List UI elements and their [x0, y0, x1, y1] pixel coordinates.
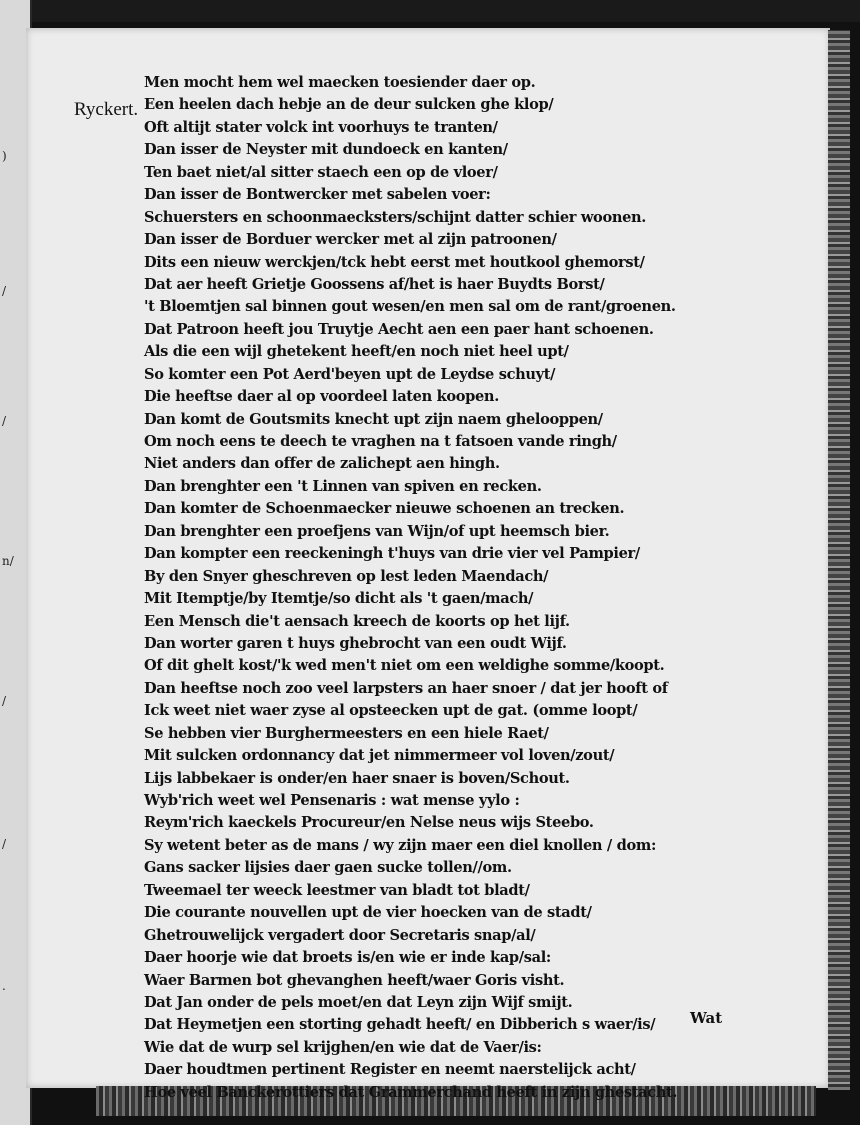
verse-line: Dan komter de Schoenmaecker nieuwe schoenen an trecken. [144, 500, 625, 518]
verse-line: Hoe veel Banckerottiers dat Grammerchand heeft in zijn ghestacht. [144, 1083, 678, 1101]
verse-line: Reym'rich kaeckels Procureur/en Nelse neus wijs Steebo. [144, 814, 594, 832]
verse-line: So komter een Pot Aerd'beyen upt de Leydse schuyt/ [144, 365, 556, 383]
verse-line: Dan isser de Bontwercker met sabelen voer: [144, 186, 491, 204]
catchword: Wat [690, 1009, 723, 1027]
verse-line: 't Bloemtjen sal binnen gout wesen/en men sal om de rant/groenen. [144, 298, 676, 316]
verse-line: Dan heeftse noch zoo veel larpsters an haer snoer / dat jer hooft of [144, 679, 668, 697]
verse-line: Een heelen dach hebje an de deur sulcken ghe klop/ [144, 96, 554, 114]
verse-line: Dan brenghter een proefjens van Wijn/of upt heemsch bier. [144, 522, 610, 540]
page-stack-right-edge [828, 30, 850, 1090]
verse-line: Sy wetent beter as de mans / wy zijn maer een diel knollen / dom: [144, 836, 656, 854]
verse-line: Dan isser de Borduer wercker met al zijn patroonen/ [144, 231, 557, 249]
verse-line: Niet anders dan offer de zalichept aen hingh. [144, 455, 500, 473]
verse-line: Daer houdtmen pertinent Register en neemt naerstelijck acht/ [144, 1061, 636, 1079]
verse-line: Dat aer heeft Grietje Goossens af/het is haer Buydts Borst/ [144, 275, 605, 293]
verse-line: Dat Patroon heeft jou Truytje Aecht aen een paer hant schoenen. [144, 320, 654, 338]
verse-line: Die heeftse daer al op voordeel laten koopen. [144, 388, 499, 406]
verse-text [144, 72, 804, 1104]
verse-line: Dat Jan onder de pels moet/en dat Leyn zijn Wijf smijt. [144, 993, 573, 1011]
verse-line: Wie dat de wurp sel krijghen/en wie dat de Vaer/is: [144, 1038, 542, 1056]
verse-line: Of dit ghelt kost/'k wed men't niet om een weldighe somme/koopt. [144, 657, 665, 675]
speaker-name: Ryckert. [74, 99, 139, 120]
verse-line: Dat Heymetjen een storting gehadt heeft/ en Dibberich s waer/is/ [144, 1016, 656, 1034]
verse-line: Dan isser de Neyster mit dundoeck en kanten/ [144, 141, 508, 159]
scanned-book-spread: ) / / n/ / / . Ryckert. Men mocht hem wel maecken toesiender daer op. Een heelen dach hebje an de deur sulcken ghe klop/ Oft altijt stater volck int voorhuys te tranten/ Dan isser de Neyster mit dundoeck en kanten/ Ten baet niet/al sitter staech een op de vloer/ Dan isser de Bontwercker met sabelen voer: Schuersters en schoonmaecksters/schijnt datter schier woonen. Dan isser de Borduer wercker met al zijn patroonen/ Dits een nieuw werckjen/tck hebt eerst met houtkool ghemorst/ Dat aer heeft Grietje Goossens af/het is haer Buydts Borst/ 't Bloemtjen sal binnen gout wesen/en men sal om de rant/groenen. Dat Patroon heeft jou Truytje Aecht aen een paer hant schoenen. Als die een wijl ghetekent heeft/en noch niet heel upt/ So komter een Pot Aerd'beyen upt de Leydse schuyt/ Die heeftse daer al op voordeel laten koopen. Dan komt de Goutsmits knecht upt zijn naem ghelooppen/ Om noch eens te deech te vraghen na t fatsoen vande ringh/ Niet anders dan offer de zalichept aen hingh. Dan brenghter een 't Linnen van spiven en recken. Dan komter de Schoenmaecker nieuwe schoenen an trecken. Dan brenghter een proefjens van Wijn/of upt heemsch bier. Dan kompter een reeckeningh t'huys van drie vier vel Pampier/ By den Snyer gheschreven op lest leden Maendach/ Mit Itemptje/by Itemtje/so dicht als 't gaen/mach/ Een Mensch die't aensach kreech de koorts op het lijf. Dan worter garen t huys ghebrocht van een oudt Wijf. Of dit ghelt kost/'k wed men't niet om een weldighe somme/koopt. Dan heeftse noch zoo veel larpsters an haer snoer / dat jer hooft of Ick weet niet waer zyse al opsteecken upt de gat. (omme loopt/ Se hebben vier Burghermeesters en een hiele Raet/ Mit sulcken ordonnancy dat jet nimmermeer vol loven/zout/ Lijs labbekaer is onder/en haer snaer is boven/Schout. Wyb'rich weet wel Pensenaris : wat mense yylo : Reym'rich kaeckels Procureur/en Nelse neus wijs Steebo. Sy wetent beter as de mans / wy zijn maer een diel knollen / dom: Gans sacker lijsies daer gaen sucke tollen//om. Tweemael ter weeck leestmer van bladt tot bladt/ Die courante nouvellen upt de vier hoecken van de stadt/ Ghetrouwelijck vergadert door Secretaris snap/al/ Daer hoorje wie dat broets is/en wie er inde kap/sal: Waer Barmen bot ghevanghen heeft/waer Goris visht. Dat Jan onder de pels moet/en dat Leyn zijn Wijf smijt. Dat Heymetjen een storting gehadt heeft/ en Dibberich s waer/is/ Wie dat de wurp sel krijghen/en wie dat de Vaer/is: Daer houdtmen pertinent Register en neemt naerstelijck acht/ Hoe veel Banckerottiers dat Grammerchand heeft in zijn ghestacht. Wat [0, 0, 860, 1125]
verse-line: Waer Barmen bot ghevanghen heeft/waer Goris visht. [144, 971, 565, 989]
verse-line: Dan komt de Goutsmits knecht upt zijn naem ghelooppen/ [144, 410, 603, 428]
verse-line: Dits een nieuw werckjen/tck hebt eerst met houtkool ghemorst/ [144, 253, 645, 271]
verse-line: Dan kompter een reeckeningh t'huys van drie vier vel Pampier/ [144, 545, 640, 563]
verse-line: Gans sacker lijsies daer gaen sucke tollen//om. [144, 859, 512, 877]
verse-line: Lijs labbekaer is onder/en haer snaer is boven/Schout. [144, 769, 570, 787]
verse-line: Ten baet niet/al sitter staech een op de vloer/ [144, 163, 498, 181]
verse-line: Dan worter garen t huys ghebrocht van een oudt Wijf. [144, 634, 567, 652]
verse-line: By den Snyer gheschreven op lest leden Maendach/ [144, 567, 549, 585]
verse-line: Dan brenghter een 't Linnen van spiven en recken. [144, 477, 542, 495]
verse-line: Een Mensch die't aensach kreech de koorts op het lijf. [144, 612, 570, 630]
verse-line: Om noch eens te deech te vraghen na t fatsoen vande ringh/ [144, 433, 617, 450]
verse-line: Daer hoorje wie dat broets is/en wie er inde kap/sal: [144, 949, 551, 967]
verse-line: Die courante nouvellen upt de vier hoecken van de stadt/ [144, 904, 592, 922]
verse-line: Se hebben vier Burghermeesters en een hiele Raet/ [144, 724, 549, 742]
verse-line: Oft altijt stater volck int voorhuys te tranten/ [144, 118, 498, 136]
verse-line: Tweemael ter weeck leestmer van bladt tot bladt/ [144, 881, 530, 899]
verse-line: Ghetrouwelijck vergadert door Secretaris snap/al/ [144, 926, 536, 944]
verse-line: Ick weet niet waer zyse al opsteecken upt de gat. (omme loopt/ [144, 702, 638, 720]
verse-line: Als die een wijl ghetekent heeft/en noch niet heel upt/ [144, 343, 569, 361]
verse-line: Men mocht hem wel maecken toesiender daer op. [144, 74, 536, 91]
verse-line: Schuersters en schoonmaecksters/schijnt datter schier woonen. [144, 208, 647, 226]
scan-top-edge [0, 0, 860, 22]
verse-line: Mit sulcken ordonnancy dat jet nimmermeer vol loven/zout/ [144, 747, 615, 765]
verse-line: Wyb'rich weet wel Pensenaris : wat mense yylo : [144, 792, 520, 809]
verse-line: Mit Itemptje/by Itemtje/so dicht als 't gaen/mach/ [144, 590, 534, 608]
